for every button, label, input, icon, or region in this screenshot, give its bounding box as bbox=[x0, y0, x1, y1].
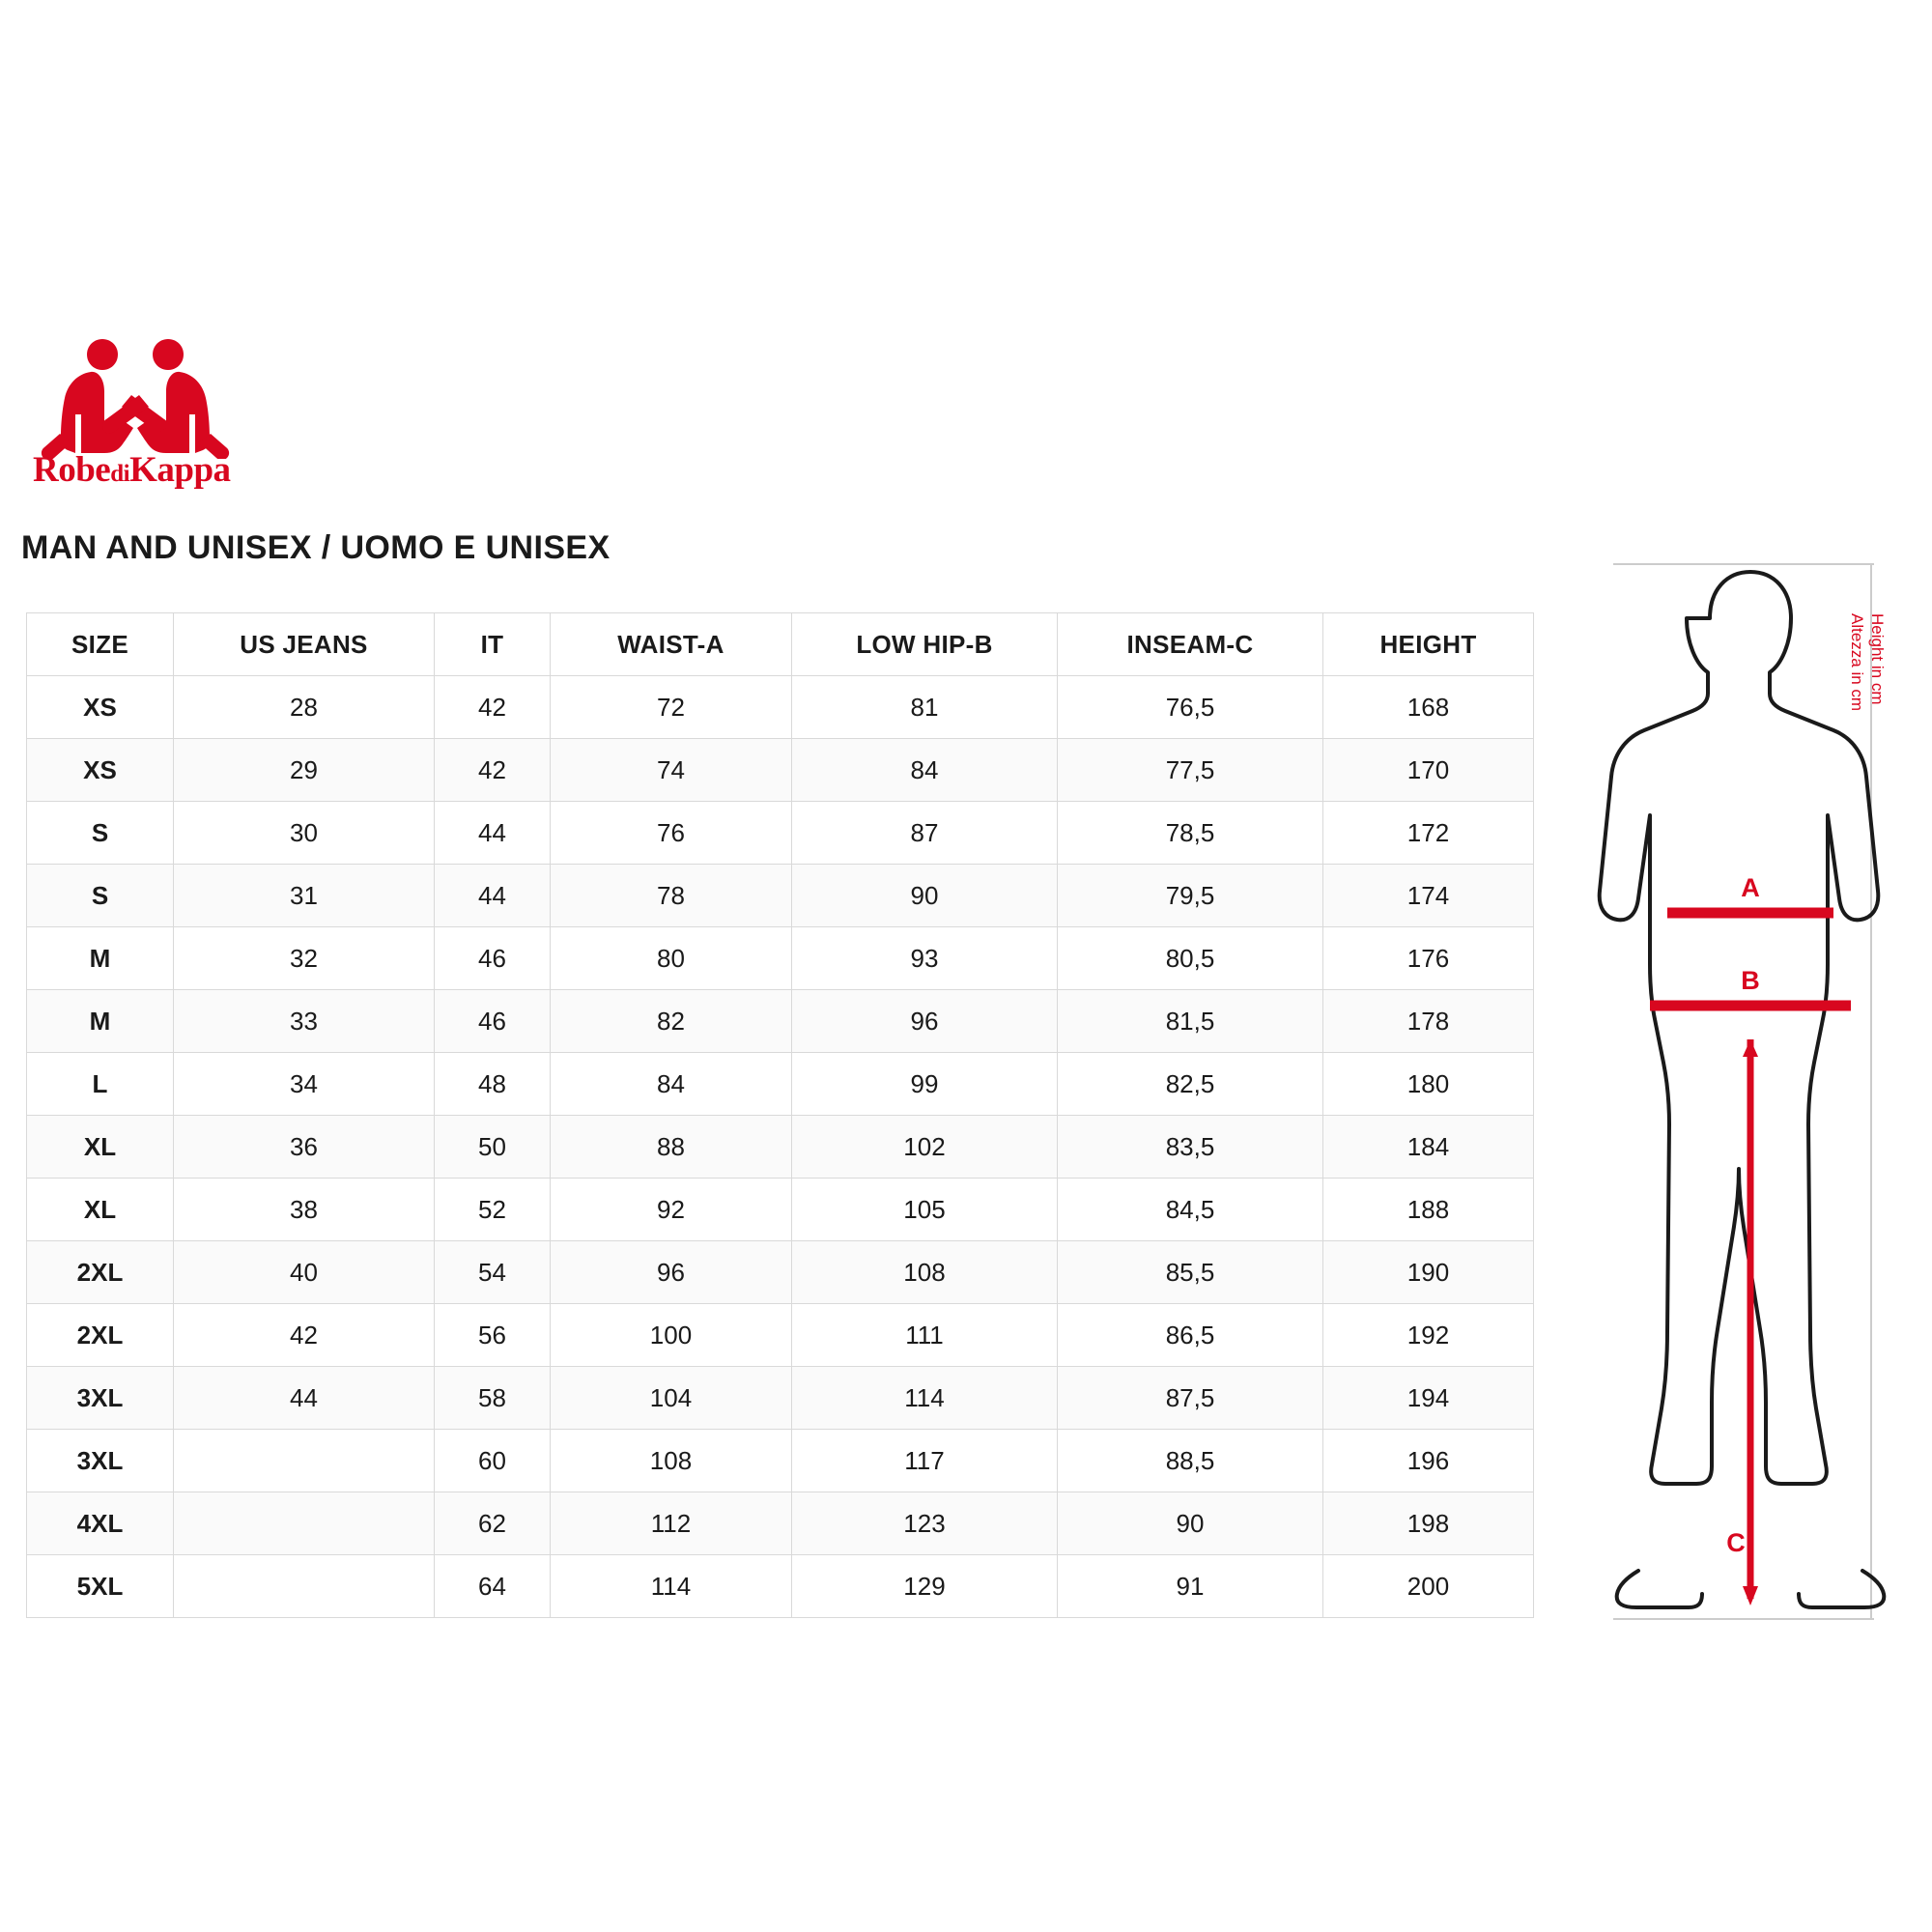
cell-height: 172 bbox=[1323, 802, 1534, 865]
cell-us-jeans: 36 bbox=[174, 1116, 435, 1179]
cell-inseam: 88,5 bbox=[1058, 1430, 1323, 1492]
cell-it: 46 bbox=[435, 927, 551, 990]
table-row bbox=[27, 1053, 1534, 1116]
cell-low-hip: 81 bbox=[792, 676, 1058, 739]
cell-us-jeans: 34 bbox=[174, 1053, 435, 1116]
brand-wordmark bbox=[33, 449, 296, 490]
svg-text:C: C bbox=[1726, 1528, 1746, 1557]
cell-height: 190 bbox=[1323, 1241, 1534, 1304]
cell-inseam: 82,5 bbox=[1058, 1053, 1323, 1116]
cell-low-hip: 123 bbox=[792, 1492, 1058, 1555]
cell-us-jeans: 30 bbox=[174, 802, 435, 865]
cell-low-hip: 105 bbox=[792, 1179, 1058, 1241]
table-row bbox=[27, 1179, 1534, 1241]
column-header-size: SIZE bbox=[27, 613, 174, 676]
table-row bbox=[27, 865, 1534, 927]
table-header-row bbox=[27, 613, 1534, 676]
height-label-it: Altezza in cm bbox=[1848, 613, 1866, 712]
cell-inseam: 87,5 bbox=[1058, 1367, 1323, 1430]
cell-waist: 78 bbox=[551, 865, 792, 927]
table-row bbox=[27, 1430, 1534, 1492]
cell-height: 198 bbox=[1323, 1492, 1534, 1555]
cell-waist: 96 bbox=[551, 1241, 792, 1304]
cell-low-hip: 87 bbox=[792, 802, 1058, 865]
table-row bbox=[27, 802, 1534, 865]
cell-it: 44 bbox=[435, 865, 551, 927]
cell-it: 42 bbox=[435, 739, 551, 802]
cell-low-hip: 117 bbox=[792, 1430, 1058, 1492]
cell-height: 174 bbox=[1323, 865, 1534, 927]
cell-low-hip: 99 bbox=[792, 1053, 1058, 1116]
cell-height: 178 bbox=[1323, 990, 1534, 1053]
cell-size: 2XL bbox=[27, 1304, 174, 1367]
kappa-omini-logo-icon bbox=[31, 333, 292, 459]
cell-height: 176 bbox=[1323, 927, 1534, 990]
cell-us-jeans: 28 bbox=[174, 676, 435, 739]
column-header-waist-a: WAIST-A bbox=[551, 613, 792, 676]
cell-size: S bbox=[27, 802, 174, 865]
cell-size: L bbox=[27, 1053, 174, 1116]
cell-inseam: 81,5 bbox=[1058, 990, 1323, 1053]
cell-waist: 112 bbox=[551, 1492, 792, 1555]
cell-us-jeans: 40 bbox=[174, 1241, 435, 1304]
cell-waist: 92 bbox=[551, 1179, 792, 1241]
cell-size: S bbox=[27, 865, 174, 927]
cell-us-jeans: 33 bbox=[174, 990, 435, 1053]
height-axis-label bbox=[1847, 613, 1888, 711]
cell-waist: 72 bbox=[551, 676, 792, 739]
cell-size: 5XL bbox=[27, 1555, 174, 1618]
cell-it: 56 bbox=[435, 1304, 551, 1367]
cell-low-hip: 129 bbox=[792, 1555, 1058, 1618]
cell-us-jeans: 44 bbox=[174, 1367, 435, 1430]
page-title: MAN AND UNISEX / UOMO E UNISEX bbox=[21, 529, 611, 566]
cell-inseam: 86,5 bbox=[1058, 1304, 1323, 1367]
cell-size: M bbox=[27, 990, 174, 1053]
cell-us-jeans: 38 bbox=[174, 1179, 435, 1241]
cell-it: 62 bbox=[435, 1492, 551, 1555]
table-row bbox=[27, 1367, 1534, 1430]
cell-waist: 104 bbox=[551, 1367, 792, 1430]
cell-height: 188 bbox=[1323, 1179, 1534, 1241]
cell-it: 44 bbox=[435, 802, 551, 865]
svg-text:A: A bbox=[1741, 873, 1760, 902]
brand-word-robe: Robe bbox=[33, 450, 111, 490]
cell-it: 52 bbox=[435, 1179, 551, 1241]
column-header-low-hip-b: LOW HIP-B bbox=[792, 613, 1058, 676]
table-row bbox=[27, 927, 1534, 990]
cell-it: 54 bbox=[435, 1241, 551, 1304]
table-row bbox=[27, 1555, 1534, 1618]
cell-inseam: 83,5 bbox=[1058, 1116, 1323, 1179]
cell-size: XS bbox=[27, 676, 174, 739]
cell-inseam: 91 bbox=[1058, 1555, 1323, 1618]
cell-size: 3XL bbox=[27, 1430, 174, 1492]
column-header-inseam-c: INSEAM-C bbox=[1058, 613, 1323, 676]
table-row bbox=[27, 1304, 1534, 1367]
table-row bbox=[27, 1492, 1534, 1555]
column-header-us-jeans: US JEANS bbox=[174, 613, 435, 676]
cell-size: M bbox=[27, 927, 174, 990]
cell-inseam: 90 bbox=[1058, 1492, 1323, 1555]
cell-inseam: 80,5 bbox=[1058, 927, 1323, 990]
cell-height: 200 bbox=[1323, 1555, 1534, 1618]
cell-height: 184 bbox=[1323, 1116, 1534, 1179]
measurement-figure bbox=[1584, 560, 1893, 1623]
cell-inseam: 85,5 bbox=[1058, 1241, 1323, 1304]
cell-waist: 76 bbox=[551, 802, 792, 865]
cell-height: 192 bbox=[1323, 1304, 1534, 1367]
cell-height: 170 bbox=[1323, 739, 1534, 802]
table-row bbox=[27, 676, 1534, 739]
cell-it: 58 bbox=[435, 1367, 551, 1430]
cell-us-jeans bbox=[174, 1430, 435, 1492]
cell-it: 64 bbox=[435, 1555, 551, 1618]
table-row bbox=[27, 739, 1534, 802]
cell-low-hip: 93 bbox=[792, 927, 1058, 990]
cell-low-hip: 111 bbox=[792, 1304, 1058, 1367]
cell-waist: 82 bbox=[551, 990, 792, 1053]
cell-waist: 100 bbox=[551, 1304, 792, 1367]
cell-us-jeans bbox=[174, 1555, 435, 1618]
cell-waist: 88 bbox=[551, 1116, 792, 1179]
brand-word-di: di bbox=[110, 461, 130, 487]
cell-us-jeans: 42 bbox=[174, 1304, 435, 1367]
cell-inseam: 77,5 bbox=[1058, 739, 1323, 802]
cell-size: XL bbox=[27, 1116, 174, 1179]
cell-inseam: 78,5 bbox=[1058, 802, 1323, 865]
cell-it: 42 bbox=[435, 676, 551, 739]
cell-inseam: 84,5 bbox=[1058, 1179, 1323, 1241]
cell-inseam: 76,5 bbox=[1058, 676, 1323, 739]
cell-height: 196 bbox=[1323, 1430, 1534, 1492]
size-chart-table bbox=[26, 612, 1534, 1618]
cell-waist: 108 bbox=[551, 1430, 792, 1492]
cell-waist: 84 bbox=[551, 1053, 792, 1116]
cell-us-jeans: 32 bbox=[174, 927, 435, 990]
cell-low-hip: 84 bbox=[792, 739, 1058, 802]
cell-height: 194 bbox=[1323, 1367, 1534, 1430]
cell-it: 60 bbox=[435, 1430, 551, 1492]
column-header-height: HEIGHT bbox=[1323, 613, 1534, 676]
cell-height: 180 bbox=[1323, 1053, 1534, 1116]
cell-us-jeans: 29 bbox=[174, 739, 435, 802]
cell-size: XS bbox=[27, 739, 174, 802]
cell-waist: 74 bbox=[551, 739, 792, 802]
height-label-en: Height in cm bbox=[1868, 613, 1887, 705]
cell-it: 46 bbox=[435, 990, 551, 1053]
cell-it: 48 bbox=[435, 1053, 551, 1116]
cell-low-hip: 114 bbox=[792, 1367, 1058, 1430]
cell-size: 2XL bbox=[27, 1241, 174, 1304]
table-row bbox=[27, 990, 1534, 1053]
cell-it: 50 bbox=[435, 1116, 551, 1179]
cell-low-hip: 96 bbox=[792, 990, 1058, 1053]
cell-us-jeans bbox=[174, 1492, 435, 1555]
cell-waist: 114 bbox=[551, 1555, 792, 1618]
svg-text:B: B bbox=[1741, 966, 1760, 995]
brand-word-kappa: Kappa bbox=[129, 450, 231, 490]
table-row bbox=[27, 1241, 1534, 1304]
cell-size: XL bbox=[27, 1179, 174, 1241]
cell-size: 3XL bbox=[27, 1367, 174, 1430]
table-row bbox=[27, 1116, 1534, 1179]
cell-us-jeans: 31 bbox=[174, 865, 435, 927]
cell-size: 4XL bbox=[27, 1492, 174, 1555]
brand-logo bbox=[21, 333, 292, 497]
cell-low-hip: 108 bbox=[792, 1241, 1058, 1304]
cell-height: 168 bbox=[1323, 676, 1534, 739]
cell-low-hip: 90 bbox=[792, 865, 1058, 927]
column-header-it: IT bbox=[435, 613, 551, 676]
cell-waist: 80 bbox=[551, 927, 792, 990]
cell-low-hip: 102 bbox=[792, 1116, 1058, 1179]
cell-inseam: 79,5 bbox=[1058, 865, 1323, 927]
